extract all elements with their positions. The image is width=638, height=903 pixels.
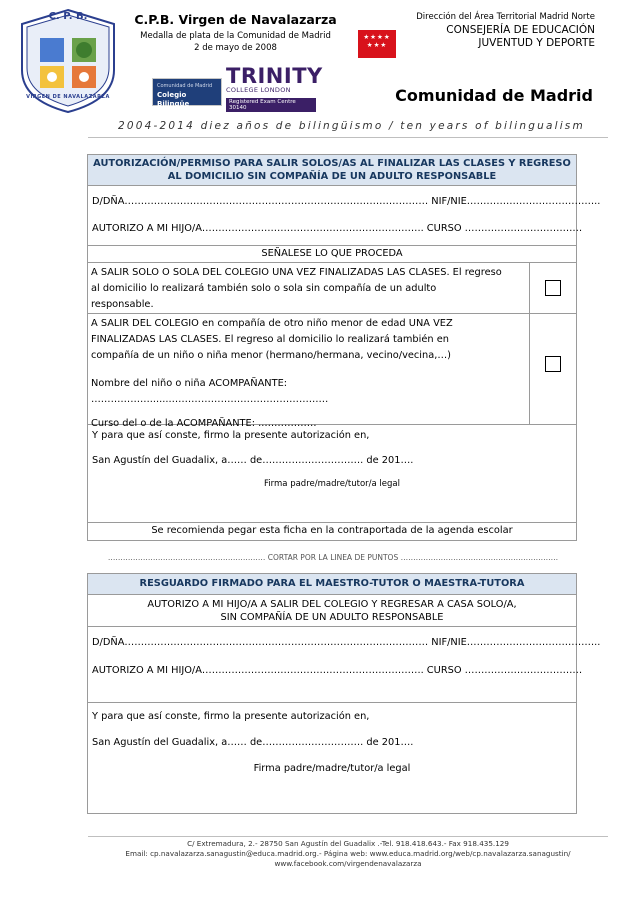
trinity-word: TRINITY: [226, 64, 323, 88]
trinity-reg: Registered Exam Centre 30140: [226, 98, 316, 112]
consejeria-line1: CONSEJERÍA DE EDUCACIÓN: [446, 24, 595, 36]
flag-stars-icon: ★★★★ ★★★: [363, 33, 391, 49]
form2-title: RESGUARDO FIRMADO PARA EL MAESTRO-TUTOR O MAESTRA-TUTORA: [88, 574, 576, 595]
madrid-flag: [358, 30, 396, 58]
option1-row[interactable]: [88, 263, 576, 314]
footer-email[interactable]: Email: cp.navalazarza.sanagustin@educa.madrid.org.- Página web: www.educa.madrid.org/web/cp.navalazarza.sanagustin/: [125, 849, 571, 858]
form1-recomienda: Se recomienda pegar esta ficha en la contraportada de la agenda escolar: [151, 525, 513, 536]
header-divider: [88, 137, 608, 138]
option1-line2: al domicilio lo realizará también solo o sola sin compañía de un adulto: [91, 283, 437, 294]
option2-text: [88, 314, 530, 429]
form1-firma: Firma padre/madre/tutor/a legal: [264, 479, 400, 489]
school-medal: [128, 30, 343, 54]
footer-divider: [88, 836, 608, 837]
option1-box-cell: [530, 263, 576, 313]
form2-autorizo-hijo[interactable]: AUTORIZO A MI HIJO/A………………………………………………………….. CURSO ………………………………: [92, 665, 583, 676]
option2-row[interactable]: [88, 314, 576, 429]
medal-line: Medalla de plata de la Comunidad de Madrid: [140, 31, 331, 41]
option1-line3: responsable.: [91, 299, 154, 310]
direccion-area: Dirección del Área Territorial Madrid Norte: [416, 12, 595, 22]
form2-signature-block: [88, 703, 576, 813]
senalese-heading: SEÑALESE LO QUE PROCEDA: [88, 246, 576, 263]
option1-text: [88, 263, 530, 313]
resguardo-form: [87, 573, 601, 814]
form1-dna-line[interactable]: D/DÑA………………………………………………………………………………… NIF/NIE…………………………………..: [92, 196, 601, 207]
cut-line: ……………………………………………………… CORTAR POR LA LINEA DE PUNTOS ………………………………………………………: [107, 553, 559, 562]
form2-autorizo: [88, 595, 576, 627]
consejeria: [405, 24, 595, 50]
footer-facebook[interactable]: www.facebook.com/virgendenavalazarza: [274, 859, 422, 868]
option2-box-cell: [530, 314, 576, 424]
option1-line1: A SALIR SOLO O SOLA DEL COLEGIO UNA VEZ FINALIZADAS LAS CLASES. El regreso: [91, 267, 502, 278]
acompanante-nombre[interactable]: Nombre del niño o niña ACOMPAÑANTE: ……………….......…………………………………………: [91, 378, 329, 405]
form2-autorizo-line1: AUTORIZO A MI HIJO/A A SALIR DEL COLEGIO Y REGRESAR A CASA SOLO/A,: [147, 599, 517, 610]
consejeria-line2: JUVENTUD Y DEPORTE: [478, 37, 595, 49]
school-name: C.P.B. Virgen de Navalazarza: [134, 12, 337, 27]
school-logo: [18, 8, 118, 114]
medal-date: 2 de mayo de 2008: [194, 43, 277, 53]
acompanante-curso[interactable]: Curso del o de la ACOMPAÑANTE: ..…………….: [91, 418, 317, 429]
option2-line3: compañía de un niño o niña menor (hermano/hermana, vecino/vecina,…): [91, 350, 451, 361]
option2-line2: FINALIZADAS LAS CLASES. El regreso al domicilio lo realizará también en: [91, 334, 449, 345]
option2-checkbox[interactable]: [545, 356, 561, 372]
logo-arc-text: VIRGEN DE NAVALAZARZA: [26, 94, 110, 100]
colegio-bilingue-badge: Comunidad de Madrid Colegio Bilingüe: [152, 78, 222, 106]
form1-identity: [88, 186, 601, 246]
form1-conste: Y para que así conste, firmo la presente autorización en,: [92, 430, 370, 441]
comunidad-de-madrid: Comunidad de Madrid: [395, 86, 593, 105]
form1-lugar-fecha[interactable]: San Agustín del Guadalix, a…… de…………………………. de 201….: [92, 455, 414, 466]
form1-autorizo-line[interactable]: AUTORIZO A MI HIJO/A………………………………………………………….. CURSO ………………………………: [92, 223, 583, 234]
form2-conste: Y para que así conste, firmo la presente autorización en,: [92, 711, 370, 722]
logo-initials: C. P. B.: [48, 11, 88, 22]
colegio-bilingue-label: Colegio Bilingüe: [157, 91, 190, 108]
authorization-form: [87, 154, 601, 541]
form2-autorizo-line2: SIN COMPAÑÍA DE UN ADULTO RESPONSABLE: [220, 612, 444, 623]
option1-checkbox[interactable]: [545, 280, 561, 296]
form2-firma: Firma padre/madre/tutor/a legal: [253, 763, 411, 774]
form2-dna-line[interactable]: D/DÑA………………………………………………………………………………… NIF/NIE…………………………………..: [92, 637, 601, 648]
trinity-logo: [226, 64, 323, 111]
footer-address: C/ Extremadura, 2.- 28750 San Agustín del Guadalix .-Tel. 918.418.643.- Fax 918.435.129: [187, 839, 509, 848]
tagline: 2004-2014 diez años de bilingüismo / ten years of bilingualism: [118, 120, 585, 132]
form1-title: [88, 155, 576, 186]
trinity-sub: COLLEGE LONDON: [226, 86, 291, 94]
form2-identity: [88, 627, 601, 703]
form1-signature-block: [88, 425, 576, 523]
form2-lugar-fecha[interactable]: San Agustín del Guadalix, a…… de…………………………. de 201….: [92, 737, 414, 748]
option2-line1: A SALIR DEL COLEGIO en compañía de otro niño menor de edad UNA VEZ: [91, 318, 453, 329]
form1-title-line2: AL DOMICILIO SIN COMPAÑÍA DE UN ADULTO RESPONSABLE: [167, 171, 497, 182]
form1-title-line1: AUTORIZACIÓN/PERMISO PARA SALIR SOLOS/AS AL FINALIZAR LAS CLASES Y REGRESO: [93, 158, 571, 169]
